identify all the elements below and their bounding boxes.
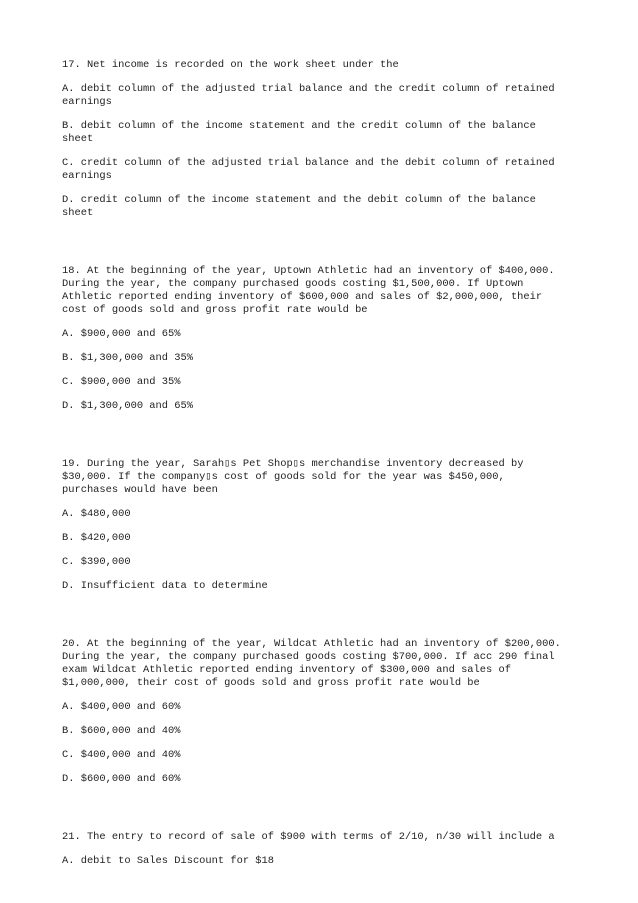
answer-option-c [62,157,622,183]
question-stem [62,831,622,844]
spacer [62,604,622,638]
option-text: sheet [62,133,94,145]
option-text: B. debit column of the income statement and the credit column of the balance [62,120,536,132]
option-text: C. $400,000 and 40% [62,749,181,761]
option-text: B. $1,300,000 and 35% [62,352,193,364]
question-text: During the year, the company purchased goods costing $700,000. If acc 290 final [62,651,555,663]
option-text: A. $480,000 [62,508,131,520]
option-text: A. debit column of the adjusted trial balance and the credit column of retained [62,83,555,95]
option-text: earnings [62,170,112,182]
answer-option-c [62,749,622,762]
question-text: 21. The entry to record of sale of $900 with terms of 2/10, n/30 will include a [62,831,555,843]
question-text: 17. Net income is recorded on the work sheet under the [62,59,399,71]
answer-option-a [62,508,622,521]
answer-option-b [62,120,622,146]
spacer [62,231,622,265]
option-text: B. $600,000 and 40% [62,725,181,737]
question-text: Athletic reported ending inventory of $600,000 and sales of $2,000,000, their [62,291,543,303]
option-text: D. $1,300,000 and 65% [62,400,193,412]
question-text: 18. At the beginning of the year, Uptown Athletic had an inventory of $400,000. [62,265,555,277]
question-stem [62,458,622,497]
question-stem [62,265,622,317]
question-stem [62,59,622,72]
option-text: C. $390,000 [62,556,131,568]
question-text: cost of goods sold and gross profit rate would be [62,304,368,316]
option-text: sheet [62,207,94,219]
answer-option-d [62,194,622,220]
answer-option-a [62,328,622,341]
spacer [62,797,622,831]
document-page [62,59,622,879]
question-18 [62,265,622,413]
question-text: 19. During the year, Sarah▯s Pet Shop▯s merchandise inventory decreased by [62,458,524,470]
option-text: D. $600,000 and 60% [62,773,181,785]
answer-option-b [62,352,622,365]
option-text: C. $900,000 and 35% [62,376,181,388]
option-text: A. $900,000 and 65% [62,328,181,340]
question-stem [62,638,622,690]
answer-option-c [62,376,622,389]
answer-option-a [62,83,622,109]
answer-option-a [62,701,622,714]
option-text: A. debit to Sales Discount for $18 [62,855,275,867]
answer-option-d [62,400,622,413]
answer-option-d [62,773,622,786]
option-text: C. credit column of the adjusted trial balance and the debit column of retained [62,157,555,169]
question-text: exam Wildcat Athletic reported ending inventory of $300,000 and sales of [62,664,511,676]
question-text: 20. At the beginning of the year, Wildcat Athletic had an inventory of $200,000. [62,638,561,650]
option-text: earnings [62,96,112,108]
option-text: D. Insufficient data to determine [62,580,268,592]
option-text: D. credit column of the income statement and the debit column of the balance [62,194,536,206]
option-text: A. $400,000 and 60% [62,701,181,713]
question-19 [62,458,622,593]
answer-option-d [62,580,622,593]
answer-option-b [62,725,622,738]
question-20 [62,638,622,786]
question-text: $1,000,000, their cost of goods sold and gross profit rate would be [62,677,480,689]
option-text: B. $420,000 [62,532,131,544]
spacer [62,424,622,458]
answer-option-a [62,855,622,868]
question-text: purchases would have been [62,484,218,496]
question-17 [62,59,622,220]
question-21 [62,831,622,868]
question-text: $30,000. If the company▯s cost of goods sold for the year was $450,000, [62,471,505,483]
question-text: During the year, the company purchased goods costing $1,500,000. If Uptown [62,278,524,290]
answer-option-c [62,556,622,569]
answer-option-b [62,532,622,545]
